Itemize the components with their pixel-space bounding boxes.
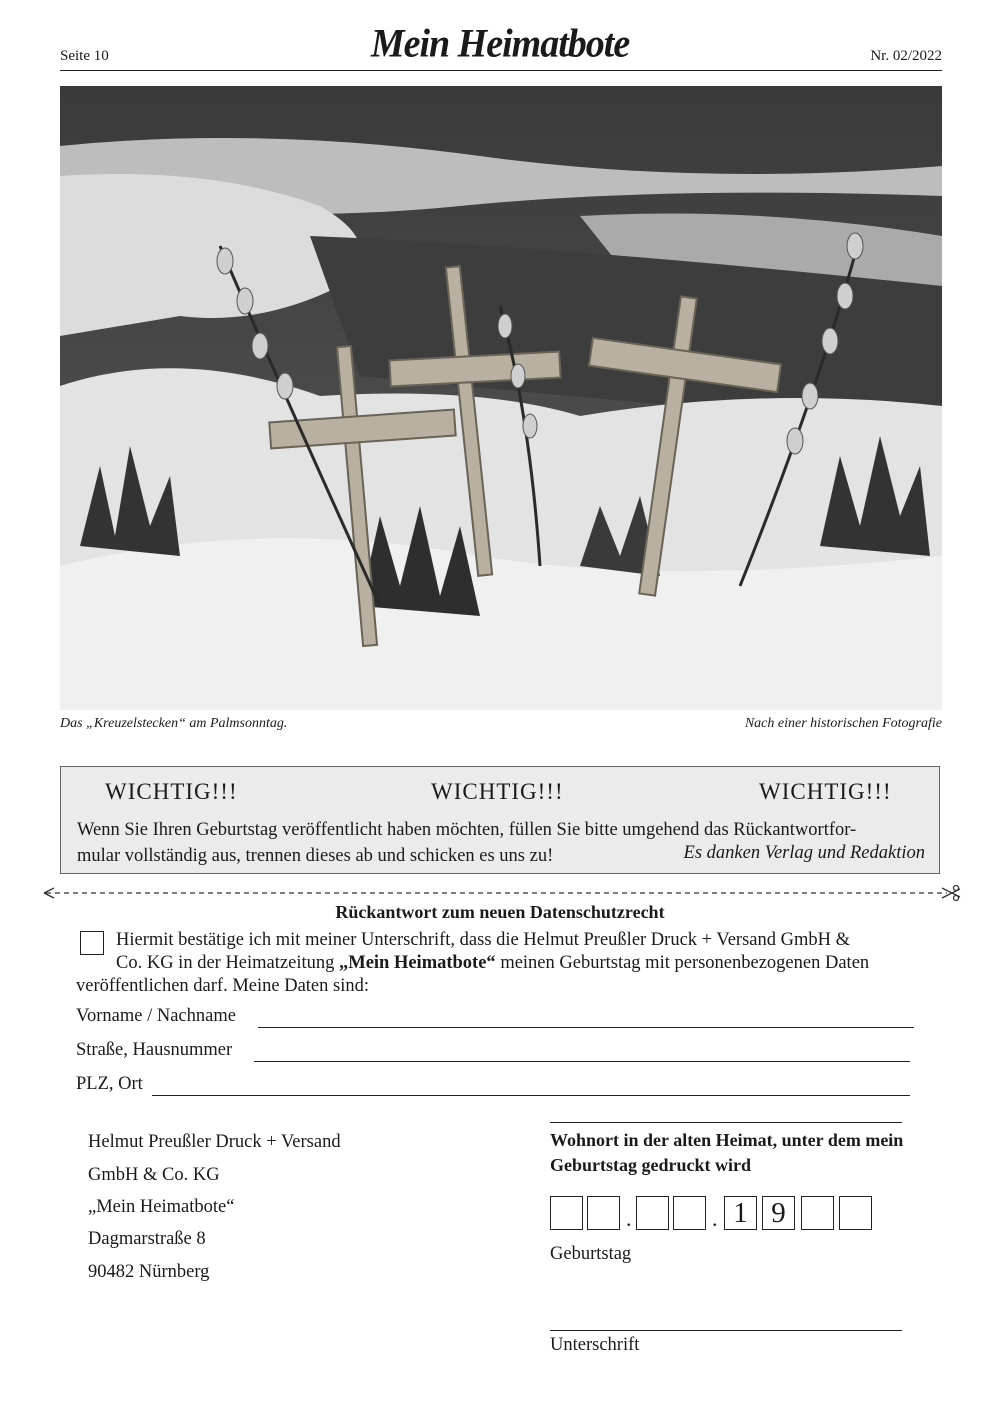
address-line-5: 90482 Nürnberg <box>88 1262 210 1282</box>
name-field[interactable] <box>76 1006 916 1032</box>
city-field[interactable] <box>76 1074 912 1100</box>
consent-bold-title: „Mein Heimatbote“ <box>338 953 496 973</box>
form-title: Rückantwort zum neuen Datenschutzrecht <box>335 902 665 922</box>
birthday-digit-2[interactable] <box>587 1196 620 1230</box>
signature-line[interactable] <box>550 1330 902 1331</box>
consent-text <box>116 929 936 975</box>
newspaper-title: Mein Heimatbote <box>370 21 630 67</box>
birthday-label: Geburtstag <box>550 1244 632 1264</box>
consent-line-2 <box>116 952 936 975</box>
birthday-digit-4[interactable] <box>673 1196 706 1230</box>
birthday-digit-5[interactable]: 1 <box>724 1196 757 1230</box>
notice-heading-1: WICHTIG!!! <box>105 779 238 804</box>
consent-checkbox[interactable] <box>80 931 104 955</box>
city-label: PLZ, Ort <box>76 1074 143 1094</box>
photo-illustration <box>60 86 942 710</box>
address-line-3: „Mein Heimatbote“ <box>88 1197 235 1217</box>
address-line-4: Dagmarstraße 8 <box>88 1229 206 1249</box>
page-number: Seite 10 <box>60 48 109 64</box>
notice-thanks: Es danken Verlag und Redaktion <box>683 843 925 863</box>
name-label: Vorname / Nachname <box>76 1006 236 1026</box>
city-line <box>152 1095 910 1096</box>
date-separator: . <box>712 1206 718 1231</box>
cut-line <box>42 884 962 904</box>
consent-line-2a: Co. KG in der Heimatzeitung <box>116 953 339 973</box>
notice-text-line-1: Wenn Sie Ihren Geburtstag veröffentlicht haben möchten, füllen Sie bitte umgehend das Rückantwortfor- <box>77 820 857 840</box>
photo-caption: Das „Kreuzelstecken“ am Palmsonntag. <box>60 716 288 731</box>
notice-text-line-2: mular vollständig aus, trennen dieses ab und schicken es uns zu! <box>77 846 554 866</box>
scissors-icon <box>942 886 960 901</box>
birthday-digit-3[interactable] <box>636 1196 669 1230</box>
date-separator: . <box>626 1206 632 1231</box>
consent-line-2b: meinen Geburtstag mit personenbezogenen Daten <box>495 953 870 973</box>
issue-number: Nr. 02/2022 <box>870 48 942 64</box>
wohnort-line[interactable] <box>550 1122 902 1123</box>
signature-label: Unterschrift <box>550 1335 640 1355</box>
birthday-digit-6[interactable]: 9 <box>762 1196 795 1230</box>
birthday-digit-1[interactable] <box>550 1196 583 1230</box>
birthday-digit-7[interactable] <box>801 1196 834 1230</box>
consent-line-3: veröffentlichen darf. Meine Daten sind: <box>76 976 369 996</box>
consent-line-1: Hiermit bestätige ich mit meiner Unterschrift, dass die Helmut Preußler Druck + Versand GmbH & <box>116 930 850 950</box>
wohnort-label: Wohnort in der alten Heimat, unter dem mein Geburtstag gedruckt wird <box>550 1130 904 1175</box>
notice-heading-2: WICHTIG!!! <box>431 779 564 804</box>
historical-photo <box>60 86 942 710</box>
address-line-1: Helmut Preußler Druck + Versand <box>88 1132 341 1152</box>
street-field[interactable] <box>76 1040 912 1066</box>
street-label: Straße, Hausnummer <box>76 1040 233 1060</box>
name-line <box>258 1027 914 1028</box>
birthday-digit-8[interactable] <box>839 1196 872 1230</box>
address-line-2: GmbH & Co. KG <box>88 1165 220 1185</box>
important-notice-box <box>60 766 940 874</box>
notice-heading-3: WICHTIG!!! <box>759 779 892 804</box>
street-line <box>254 1061 910 1062</box>
header-rule <box>60 70 942 71</box>
photo-credit: Nach einer historischen Fotografie <box>744 716 942 731</box>
